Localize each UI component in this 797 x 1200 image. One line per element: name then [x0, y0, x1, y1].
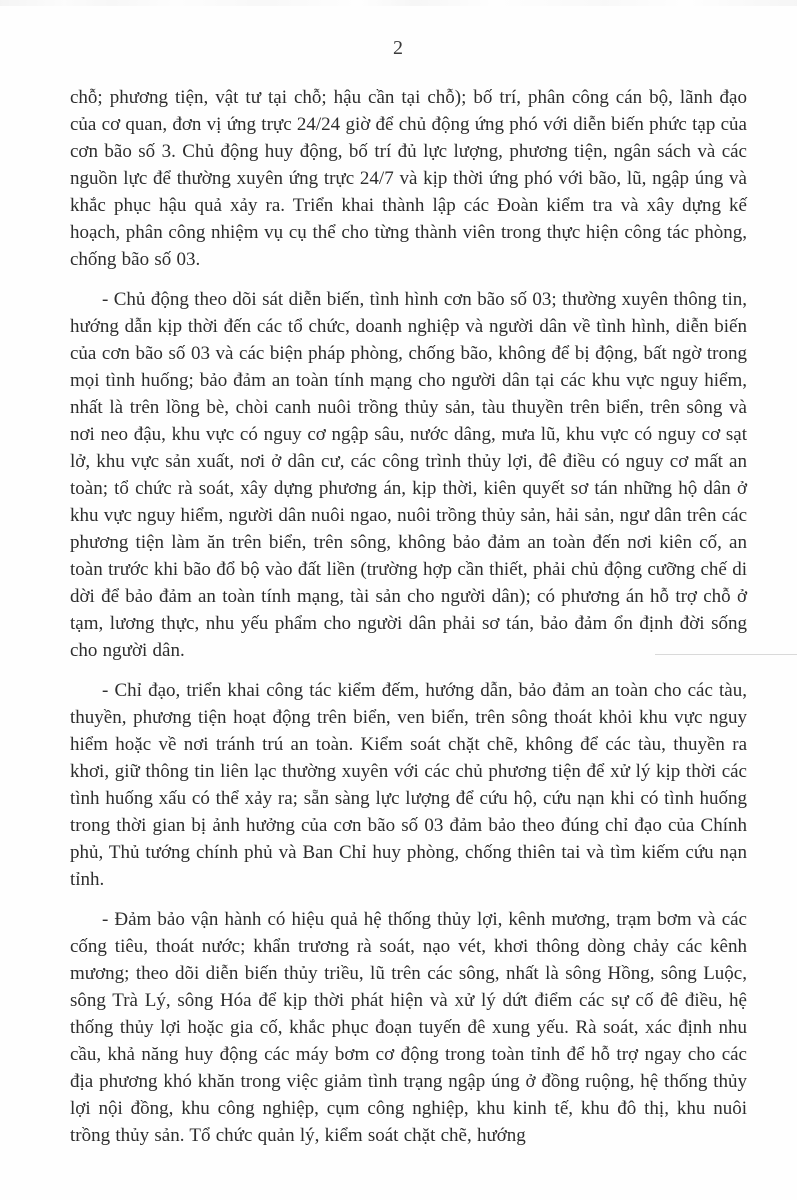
body-paragraph: - Chỉ đạo, triển khai công tác kiểm đếm, hướng dẫn, bảo đảm an toàn cho các tàu, thuyền, phương tiện hoạt động trên biển, ven biển, trên sông thoát khỏi khu vực nguy hiểm hoặc về nơi tránh trú an toàn. Kiểm soát chặt chẽ, không để các tàu, thuyền ra khơi, giữ thông tin liên lạc thường xuyên với các chủ phương tiện để xử lý kịp thời các tình huống xấu có thể xảy ra; sẵn sàng lực lượng để cứu hộ, cứu nạn khi có tình huống trong thời gian bị ảnh hưởng của cơn bão số 03 đảm bảo theo đúng chỉ đạo của Chính phủ, Thủ tướng chính phủ và Ban Chỉ huy phòng, chống thiên tai và tìm kiếm cứu nạn tỉnh. — [70, 680, 747, 890]
scan-edge-artifact — [0, 0, 797, 6]
document-body — [70, 84, 747, 1149]
body-paragraph: chỗ; phương tiện, vật tư tại chỗ; hậu cần tại chỗ); bố trí, phân công cán bộ, lãnh đạo của cơ quan, đơn vị ứng trực 24/24 giờ để chủ động ứng phó với diễn biến phức tạp của cơn bão số 3. Chủ động huy động, bố trí đủ lực lượng, phương tiện, ngân sách và các nguồn lực để thường xuyên ứng trực 24/7 và kịp thời ứng phó với bão, lũ, ngập úng và khắc phục hậu quả xảy ra. Triển khai thành lập các Đoàn kiểm tra và xây dựng kế hoạch, phân công nhiệm vụ cụ thể cho từng thành viên trong thực hiện công tác phòng, chống bão số 03. — [70, 87, 747, 270]
body-paragraph: - Chủ động theo dõi sát diễn biến, tình hình cơn bão số 03; thường xuyên thông tin, hướng dẫn kịp thời đến các tổ chức, doanh nghiệp và người dân về tình hình, diễn biến của cơn bão số 03 và các biện pháp phòng, chống bão, không để bị động, bất ngờ trong mọi tình huống; bảo đảm an toàn tính mạng cho người dân tại các khu vực nguy hiểm, nhất là trên lồng bè, chòi canh nuôi trồng thủy sản, tàu thuyền trên biển, trên sông và nơi neo đậu, khu vực có nguy cơ ngập sâu, nước dâng, mưa lũ, khu vực có nguy cơ sạt lở, khu vực sản xuất, nơi ở dân cư, các công trình thủy lợi, đê điều có nguy cơ mất an toàn; tổ chức rà soát, xây dựng phương án, kịp thời, kiên quyết sơ tán những hộ dân ở khu vực nguy hiểm, người dân nuôi ngao, nuôi trồng thủy sản, hải sản, ngư dân trên các phương tiện làm ăn trên biển, trên sông, không bảo đảm an toàn đến nơi kiên cố, an toàn trước khi bão đổ bộ vào đất liền (trường hợp cần thiết, phải chủ động cưỡng chế di dời để bảo đảm an toàn tính mạng, tài sản cho người dân); có phương án hỗ trợ chỗ ở tạm, lương thực, nhu yếu phẩm cho người dân phải sơ tán, bảo đảm ổn định đời sống cho người dân. — [70, 289, 747, 661]
page-number: 2 — [393, 37, 404, 59]
body-paragraph: - Đảm bảo vận hành có hiệu quả hệ thống thủy lợi, kênh mương, trạm bơm và các cống tiêu, thoát nước; khẩn trương rà soát, nạo vét, khơi thông dòng chảy các kênh mương; theo dõi diễn biến thủy triều, lũ trên các sông, nhất là sông Hồng, sông Luộc, sông Trà Lý, sông Hóa để kịp thời phát hiện và xử lý dứt điểm các sự cố đê điều, hệ thống thủy lợi hoặc gia cố, khắc phục đoạn tuyến đê xung yếu. Rà soát, xác định nhu cầu, khả năng huy động các máy bơm cơ động trong toàn tỉnh để hỗ trợ ngay cho các địa phương khó khăn trong việc giảm tình trạng ngập úng ở đồng ruộng, hệ thống thủy lợi nội đồng, khu công nghiệp, cụm công nghiệp, khu kinh tế, khu đô thị, khu nuôi trồng thủy sản. Tổ chức quản lý, kiểm soát chặt chẽ, hướng — [70, 909, 747, 1146]
scan-fold-artifact — [655, 654, 797, 655]
